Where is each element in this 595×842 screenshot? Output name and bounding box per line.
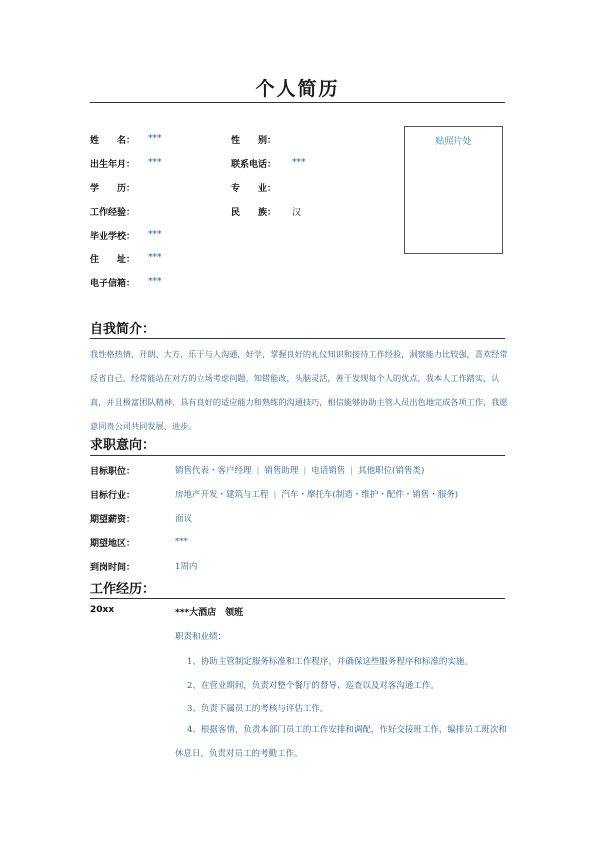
- education-label: 学 历：: [90, 184, 136, 194]
- target-industry-list: [175, 488, 458, 500]
- experience-label: 工作经验：: [90, 208, 136, 218]
- work-period: 20xx: [90, 605, 115, 615]
- ethnicity-label: 民 族：: [231, 208, 277, 218]
- school-label: 毕业学校：: [90, 232, 136, 242]
- work-heading: 工作经历：: [90, 582, 156, 597]
- target-position-item: 销售助理: [264, 466, 299, 476]
- phone-label: 联系电话：: [231, 160, 277, 170]
- intent-heading: 求职意向：: [90, 438, 156, 453]
- photo-placeholder-label: 贴照片处: [435, 137, 472, 147]
- phone-value: ***: [292, 158, 306, 168]
- target-position-item: 电话销售: [311, 466, 346, 476]
- target-industry-label: 目标行业：: [90, 491, 136, 501]
- birth-value: ***: [148, 158, 162, 168]
- work-divider: [90, 598, 505, 599]
- duty-item: 3、负责下属员工的考核与评估工作。: [187, 704, 329, 714]
- page-title: 个人简历: [255, 78, 340, 100]
- title-divider: [90, 102, 505, 103]
- school-value: ***: [148, 230, 162, 240]
- name-value: ***: [148, 134, 162, 144]
- arrival-value: 1周内: [175, 562, 198, 572]
- duties-label: 职责和业绩：: [175, 632, 227, 642]
- salary-value: 面议: [175, 514, 193, 524]
- salary-label: 期望薪资：: [90, 515, 136, 525]
- chip-separator: |: [256, 466, 260, 476]
- target-industry-item: 房地产开发・建筑与工程: [175, 490, 269, 500]
- duty-item: 1、协助主管制定服务标准和工作程序，并确保这些服务程序和标准的实施。: [187, 657, 473, 667]
- chip-separator: |: [273, 490, 277, 500]
- region-label: 期望地区：: [90, 539, 136, 549]
- target-position-list: [175, 464, 424, 476]
- arrival-label: 到岗时间：: [90, 563, 136, 573]
- intro-paragraph: 我性格热情，开朗、大方，乐于与人沟通，好学，掌握良好的礼仪知识和接待工作经验，洞察能力比较强，喜欢经常反省自己，经常能站在对方的立场考虑问题，知错能改，头脑灵活，善于发现每个人的优点，我本人工作踏实，认真，并且极富团队精神，具有良好的适应能力和熟练的沟通技巧，相信能够协助主管人员出色地完成各项工作，我愿意同贵公司共同发展、进步。: [90, 349, 508, 431]
- intro-divider: [90, 338, 505, 339]
- gender-label: 性 别：: [231, 136, 277, 146]
- address-value: ***: [148, 253, 162, 263]
- name-label: 姓 名：: [90, 136, 136, 146]
- photo-placeholder: [404, 126, 503, 254]
- major-label: 专 业：: [231, 184, 277, 194]
- duty-item: 2、在营业期间，负责对整个餐厅的督导、巡查以及对客沟通工作。: [187, 681, 439, 691]
- chip-separator: |: [350, 466, 354, 476]
- chip-separator: |: [303, 466, 307, 476]
- address-label: 住 址：: [90, 255, 136, 265]
- email-value: ***: [148, 277, 162, 287]
- intro-heading: 自我简介：: [90, 322, 156, 337]
- region-value: ***: [175, 537, 188, 547]
- work-company: ***大酒店 领班: [175, 608, 244, 618]
- target-position-item: 其他职位(销售类): [358, 466, 425, 476]
- target-industry-item: 汽车・摩托车(制造・维护・配件・销售・服务): [281, 490, 459, 500]
- duty-item: 4、根据客情，负责本部门员工的工作安排和调配，作好交接班工作，编排员工班次和休息日，负责对员工的考勤工作。: [175, 725, 507, 759]
- intent-divider: [90, 455, 505, 456]
- birth-label: 出生年月：: [90, 160, 136, 170]
- ethnicity-value: 汉: [292, 208, 302, 218]
- target-position-item: 销售代表・客户经理: [175, 466, 252, 476]
- target-position-label: 目标职位：: [90, 467, 136, 477]
- email-label: 电子信箱：: [90, 279, 136, 289]
